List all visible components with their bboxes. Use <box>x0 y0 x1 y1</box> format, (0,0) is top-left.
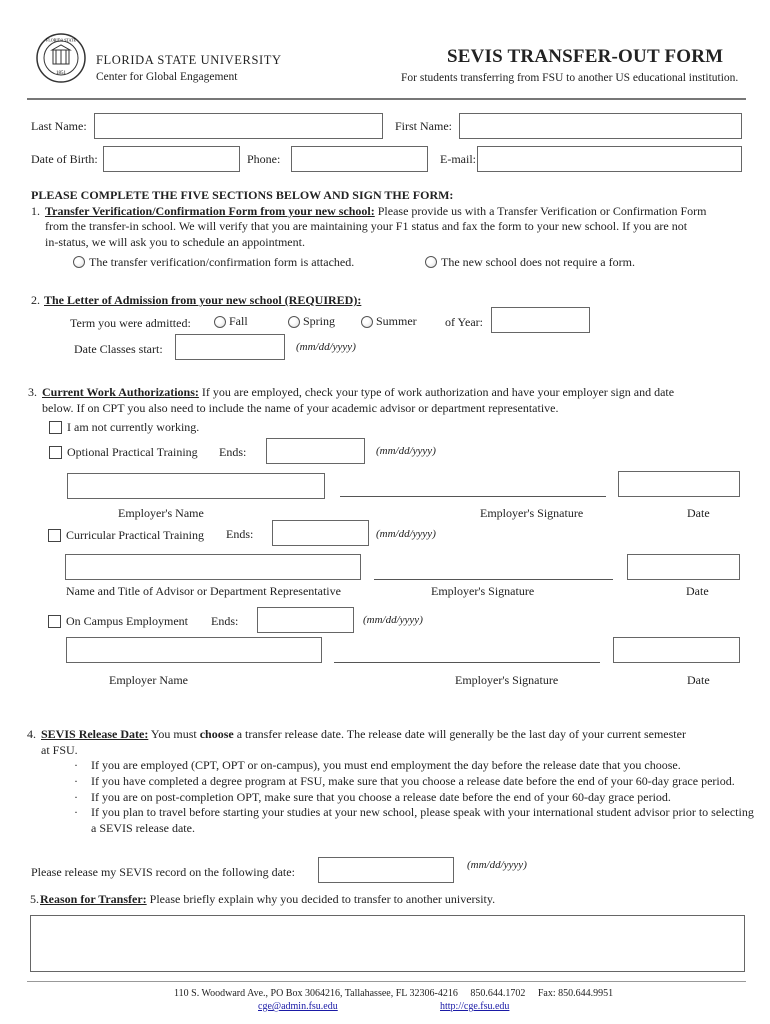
s2-summer-radio[interactable] <box>361 316 373 328</box>
first-name-input[interactable] <box>459 113 742 139</box>
campus-checkbox[interactable] <box>48 615 61 628</box>
last-name-input[interactable] <box>94 113 383 139</box>
s4-bullet-1: If you are employed (CPT, OPT or on-campus), you must end employment the day before the release date that you choose. <box>91 758 681 772</box>
s4-num: 4. <box>27 727 36 741</box>
phone-input[interactable] <box>291 146 428 172</box>
s3-heading: Current Work Authorizations: <box>42 385 199 399</box>
s2-date-format: (mm/dd/yyyy) <box>296 341 356 353</box>
form-title: SEVIS TRANSFER-OUT FORM <box>447 46 724 67</box>
university-name: FLORIDA STATE UNIVERSITY <box>96 53 282 67</box>
s1-form-attached-radio[interactable] <box>73 256 85 268</box>
header-divider <box>27 98 746 100</box>
s2-fall-label: Fall <box>229 314 248 328</box>
s2-heading: The Letter of Admission from your new school (REQUIRED): <box>44 293 362 307</box>
s4-text1c: a transfer release date. The release date will generally be the last day of your current semester <box>233 727 686 741</box>
seal-year: 1851 <box>56 71 66 76</box>
phone-label: Phone: <box>247 152 281 166</box>
not-working-label: I am not currently working. <box>67 420 200 434</box>
bullet-dot: · <box>74 758 78 772</box>
release-date-format: (mm/dd/yyyy) <box>467 859 527 871</box>
dob-input[interactable] <box>103 146 240 172</box>
s1-num: 1. <box>31 204 40 218</box>
campus-ends-input[interactable] <box>257 607 354 633</box>
footer-email-link[interactable]: cge@admin.fsu.edu <box>258 1001 338 1012</box>
cpt-employer-signature-line[interactable] <box>374 579 613 580</box>
s2-start-input[interactable] <box>175 334 285 360</box>
campus-date-input[interactable] <box>613 637 740 663</box>
footer-address: 110 S. Woodward Ave., PO Box 3064216, Tallahassee, FL 32306-4216 <box>174 988 458 999</box>
s5-num: 5. <box>30 892 39 906</box>
center-name: Center for Global Engagement <box>96 71 238 83</box>
s4-text1b: choose <box>199 727 234 741</box>
campus-employer-signature-line[interactable] <box>334 662 600 663</box>
reason-textarea[interactable] <box>30 915 745 972</box>
s4-bullet-2: If you have completed a degree program at FSU, make sure that you choose a release date before the end of your 60-day grace period. <box>91 774 735 788</box>
cpt-date-format: (mm/dd/yyyy) <box>376 528 436 540</box>
opt-label: Optional Practical Training <box>67 445 198 459</box>
s2-spring-radio[interactable] <box>288 316 300 328</box>
opt-employer-sig-caption: Employer's Signature <box>480 506 584 520</box>
bullet-dot: · <box>74 774 78 788</box>
release-date-input[interactable] <box>318 857 454 883</box>
cpt-label: Curricular Practical Training <box>66 528 204 542</box>
campus-employer-name-input[interactable] <box>66 637 322 663</box>
campus-ends-label: Ends: <box>211 614 239 628</box>
s1-line1 <box>45 204 706 219</box>
footer-address-line <box>174 988 613 999</box>
cpt-date-caption: Date <box>686 584 709 598</box>
s2-fall-radio[interactable] <box>214 316 226 328</box>
opt-date-caption: Date <box>687 506 710 520</box>
last-name-label: Last Name: <box>31 119 87 133</box>
bullet-dot: · <box>74 790 78 804</box>
s4-line1 <box>41 727 686 742</box>
cpt-checkbox[interactable] <box>48 529 61 542</box>
seal-text: FLORIDA STATE <box>46 37 76 43</box>
footer-fax: Fax: 850.644.9951 <box>537 988 614 999</box>
opt-employer-signature-line[interactable] <box>340 496 606 497</box>
bullet-dot: · <box>74 805 78 819</box>
cpt-ends-input[interactable] <box>272 520 369 546</box>
footer-divider <box>27 981 746 982</box>
s1-opt1-label: The transfer verification/confirmation form is attached. <box>89 255 355 269</box>
s2-start-label: Date Classes start: <box>74 342 163 356</box>
s1-text1: Please provide us with a Transfer Verification or Confirmation Form <box>377 204 707 218</box>
s2-summer-label: Summer <box>376 314 417 328</box>
opt-checkbox[interactable] <box>49 446 62 459</box>
campus-employer-sig-caption: Employer's Signature <box>455 673 559 687</box>
cpt-employer-sig-caption: Employer's Signature <box>431 584 535 598</box>
s3-line1 <box>42 385 674 400</box>
s2-spring-label: Spring <box>303 314 336 328</box>
s1-text2: from the transfer-in school. We will verify that you are maintaining your F1 status and fax the form to your new school. If you are not <box>45 219 688 233</box>
footer-web-link[interactable]: http://cge.fsu.edu <box>440 1001 510 1012</box>
s4-bullet-3: If you are on post-completion OPT, make sure that you choose a release date before the end of your 60-day grace period. <box>91 790 671 804</box>
s3-num: 3. <box>28 385 37 399</box>
opt-date-input[interactable] <box>618 471 740 497</box>
first-name-label: First Name: <box>395 119 452 133</box>
s2-year-input[interactable] <box>491 307 590 333</box>
seal-icon <box>36 33 86 83</box>
s2-num: 2. <box>31 293 40 307</box>
email-label: E-mail: <box>440 152 476 166</box>
opt-ends-input[interactable] <box>266 438 365 464</box>
s4-bullet-4: If you plan to travel before starting your studies at your new school, please speak with your international student advisor prior to selecting <box>91 805 754 819</box>
opt-employer-name-caption: Employer's Name <box>118 506 204 520</box>
s4-text1a: You must <box>150 727 200 741</box>
cpt-advisor-caption: Name and Title of Advisor or Department Representative <box>66 584 341 598</box>
s1-heading: Transfer Verification/Confirmation Form from your new school: <box>45 204 375 218</box>
release-label: Please release my SEVIS record on the following date: <box>31 865 295 879</box>
university-seal <box>36 33 86 83</box>
s1-no-form-radio[interactable] <box>425 256 437 268</box>
s3-text1: If you are employed, check your type of work authorization and have your employer sign and date <box>201 385 675 399</box>
s5-heading: Reason for Transfer: <box>40 892 147 906</box>
campus-date-caption: Date <box>687 673 710 687</box>
s4-bullet-4-cont: a SEVIS release date. <box>91 821 195 835</box>
cpt-advisor-input[interactable] <box>65 554 361 580</box>
cpt-ends-label: Ends: <box>226 527 254 541</box>
dob-label: Date of Birth: <box>31 152 98 166</box>
campus-label: On Campus Employment <box>66 614 188 628</box>
s4-text2: at FSU. <box>41 743 78 757</box>
form-subtitle: For students transferring from FSU to another US educational institution. <box>401 72 739 84</box>
s2-term-label: Term you were admitted: <box>70 316 191 330</box>
opt-employer-name-input[interactable] <box>67 473 325 499</box>
s5-line1 <box>40 892 495 907</box>
opt-date-format: (mm/dd/yyyy) <box>376 445 436 457</box>
campus-date-format: (mm/dd/yyyy) <box>363 614 423 626</box>
s1-text3: in-status, we will ask you to schedule an appointment. <box>45 235 305 249</box>
email-input[interactable] <box>477 146 742 172</box>
s4-heading: SEVIS Release Date: <box>41 727 149 741</box>
s2-year-label: of Year: <box>445 315 483 329</box>
s3-text2: below. If on CPT you also need to include the name of your academic advisor or department representative. <box>42 401 559 415</box>
footer-phone: 850.644.1702 <box>470 988 526 999</box>
campus-employer-name-caption: Employer Name <box>109 673 188 687</box>
instructions-heading: PLEASE COMPLETE THE FIVE SECTIONS BELOW AND SIGN THE FORM: <box>31 188 454 202</box>
cpt-date-input[interactable] <box>627 554 740 580</box>
not-working-checkbox[interactable] <box>49 421 62 434</box>
s5-text: Please briefly explain why you decided to transfer to another university. <box>149 892 496 906</box>
opt-ends-label: Ends: <box>219 445 247 459</box>
s1-opt2-label: The new school does not require a form. <box>441 255 635 269</box>
